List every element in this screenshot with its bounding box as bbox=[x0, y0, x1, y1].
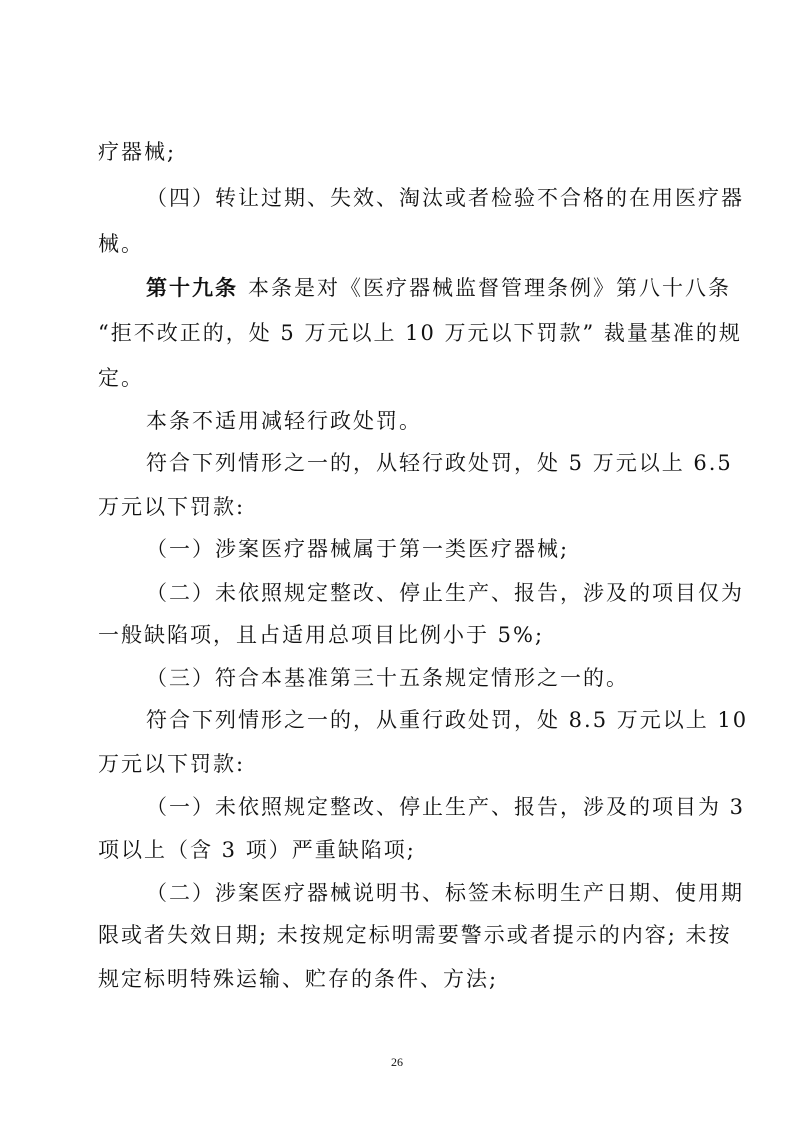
line-text: 本条不适用减轻行政处罚。 bbox=[146, 409, 422, 433]
text-line-11 bbox=[0, 575, 794, 611]
line-text: （一）未依照规定整改、停止生产、报告，涉及的项目为 3 bbox=[146, 795, 746, 819]
text-line-18 bbox=[0, 875, 794, 911]
text-line-14 bbox=[0, 702, 794, 738]
text-line-6 bbox=[0, 360, 794, 396]
line-text: （二）涉案医疗器械说明书、标签未标明生产日期、使用期 bbox=[146, 881, 744, 905]
line-text: 定。 bbox=[98, 366, 144, 390]
text-line-2 bbox=[0, 180, 794, 216]
article-heading: 第十九条 bbox=[146, 275, 238, 300]
text-line-9 bbox=[0, 489, 794, 525]
line-text: 疗器械; bbox=[98, 140, 177, 164]
text-line-13 bbox=[0, 660, 794, 696]
text-line-16 bbox=[0, 789, 794, 825]
text-line-15 bbox=[0, 746, 794, 782]
text-line-3 bbox=[0, 226, 794, 262]
text-line-8 bbox=[0, 445, 794, 481]
line-text: 符合下列情形之一的，从重行政处罚，处 8.5 万元以上 10 bbox=[146, 708, 749, 732]
line-text: 规定标明特殊运输、贮存的条件、方法; bbox=[98, 967, 499, 991]
line-text: 限或者失效日期; 未按规定标明需要警示或者提示的内容; 未按 bbox=[98, 923, 732, 947]
line-text: 械。 bbox=[98, 232, 144, 256]
line-text: （一）涉案医疗器械属于第一类医疗器械; bbox=[146, 537, 570, 561]
line-text: 万元以下罚款: bbox=[98, 752, 246, 776]
line-text: （二）未依照规定整改、停止生产、报告，涉及的项目仅为 bbox=[146, 581, 744, 605]
line-text: 本条是对《医疗器械监督管理条例》第八十八条 bbox=[248, 276, 731, 300]
page-number: 26 bbox=[391, 1055, 403, 1069]
text-line-5 bbox=[0, 315, 794, 351]
line-text: 符合下列情形之一的，从轻行政处罚，处 5 万元以上 6.5 bbox=[146, 451, 733, 475]
text-line-7 bbox=[0, 403, 794, 439]
article-heading-line bbox=[0, 270, 794, 306]
line-text: 项以上（含 3 项）严重缺陷项; bbox=[98, 838, 416, 862]
line-text: 一般缺陷项，且占适用总项目比例小于 5%; bbox=[98, 623, 545, 647]
text-line-1 bbox=[0, 134, 794, 170]
line-text: “拒不改正的，处 5 万元以上 10 万元以下罚款” 裁量基准的规 bbox=[98, 321, 742, 345]
text-line-17 bbox=[0, 832, 794, 868]
line-text: 万元以下罚款: bbox=[98, 495, 246, 519]
text-line-20 bbox=[0, 961, 794, 997]
line-text: （四）转让过期、失效、淘汰或者检验不合格的在用医疗器 bbox=[146, 186, 744, 210]
text-line-10 bbox=[0, 531, 794, 567]
text-line-12 bbox=[0, 617, 794, 653]
text-line-19 bbox=[0, 917, 794, 953]
line-text: （三）符合本基准第三十五条规定情形之一的。 bbox=[146, 666, 629, 690]
